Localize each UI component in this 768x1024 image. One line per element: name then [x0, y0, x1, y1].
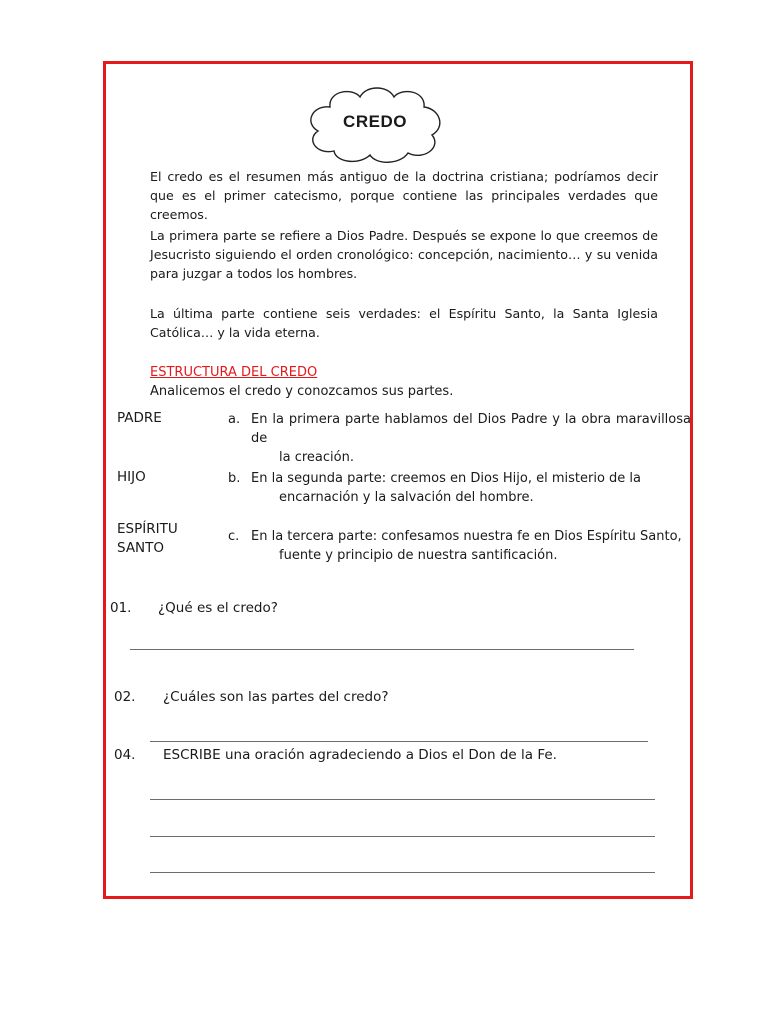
- part-label-hijo: HIJO: [117, 469, 146, 485]
- question-1-number: 01.: [110, 600, 132, 616]
- part-text-espiritu-santo: [251, 527, 691, 565]
- part-text-hijo: [251, 469, 691, 507]
- part-text-padre-line1: En la primera parte hablamos del Dios Padre y la obra maravillosa de: [251, 412, 691, 446]
- section-intro: Analicemos el credo y conozcamos sus partes.: [150, 384, 454, 399]
- part-label-espiritu-santo: [117, 520, 178, 558]
- part-letter-b: b.: [228, 471, 241, 486]
- question-4-text: ESCRIBE una oración agradeciendo a Dios el Don de la Fe.: [163, 747, 557, 763]
- part-text-padre-line2: la creación.: [279, 450, 354, 465]
- part-text-espiritu-line2: fuente y principio de nuestra santificación.: [279, 548, 558, 563]
- section-heading: ESTRUCTURA DEL CREDO: [150, 365, 318, 380]
- question-2-text: ¿Cuáles son las partes del credo?: [163, 689, 389, 705]
- part-letter-a: a.: [228, 412, 241, 427]
- paragraph-intro: El credo es el resumen más antiguo de la doctrina cristiana; podríamos decir que es el primer catecismo, porque contiene las principales verdades que creemos.: [150, 169, 658, 222]
- part-text-hijo-line1: En la segunda parte: creemos en Dios Hijo, el misterio de la: [251, 471, 641, 486]
- answer-line[interactable]: [150, 799, 655, 800]
- part-text-hijo-line2: encarnación y la salvación del hombre.: [279, 490, 534, 505]
- answer-line[interactable]: [150, 836, 655, 837]
- question-1-text: ¿Qué es el credo?: [158, 600, 278, 616]
- answer-line[interactable]: [130, 649, 634, 650]
- answer-line[interactable]: [150, 741, 648, 742]
- question-2-number: 02.: [114, 689, 136, 705]
- part-label-padre: PADRE: [117, 410, 162, 426]
- paragraph-last: La última parte contiene seis verdades: el Espíritu Santo, la Santa Iglesia Católica… y la vida eterna.: [150, 306, 658, 340]
- paragraph-parts: La primera parte se refiere a Dios Padre. Después se expone lo que creemos de Jesucristo siguiendo el orden cronológico: concepción, nacimiento… y su venida para juzgar a todos los hombres.: [150, 228, 658, 281]
- part-letter-c: c.: [228, 529, 240, 544]
- part-text-padre: [251, 410, 691, 467]
- answer-line[interactable]: [150, 872, 655, 873]
- part-label-espiritu: ESPÍRITU: [117, 521, 178, 537]
- part-text-espiritu-line1: En la tercera parte: confesamos nuestra fe en Dios Espíritu Santo,: [251, 529, 682, 544]
- part-label-santo: SANTO: [117, 540, 165, 556]
- question-4-number: 04.: [114, 747, 136, 763]
- page-title: CREDO: [343, 112, 407, 131]
